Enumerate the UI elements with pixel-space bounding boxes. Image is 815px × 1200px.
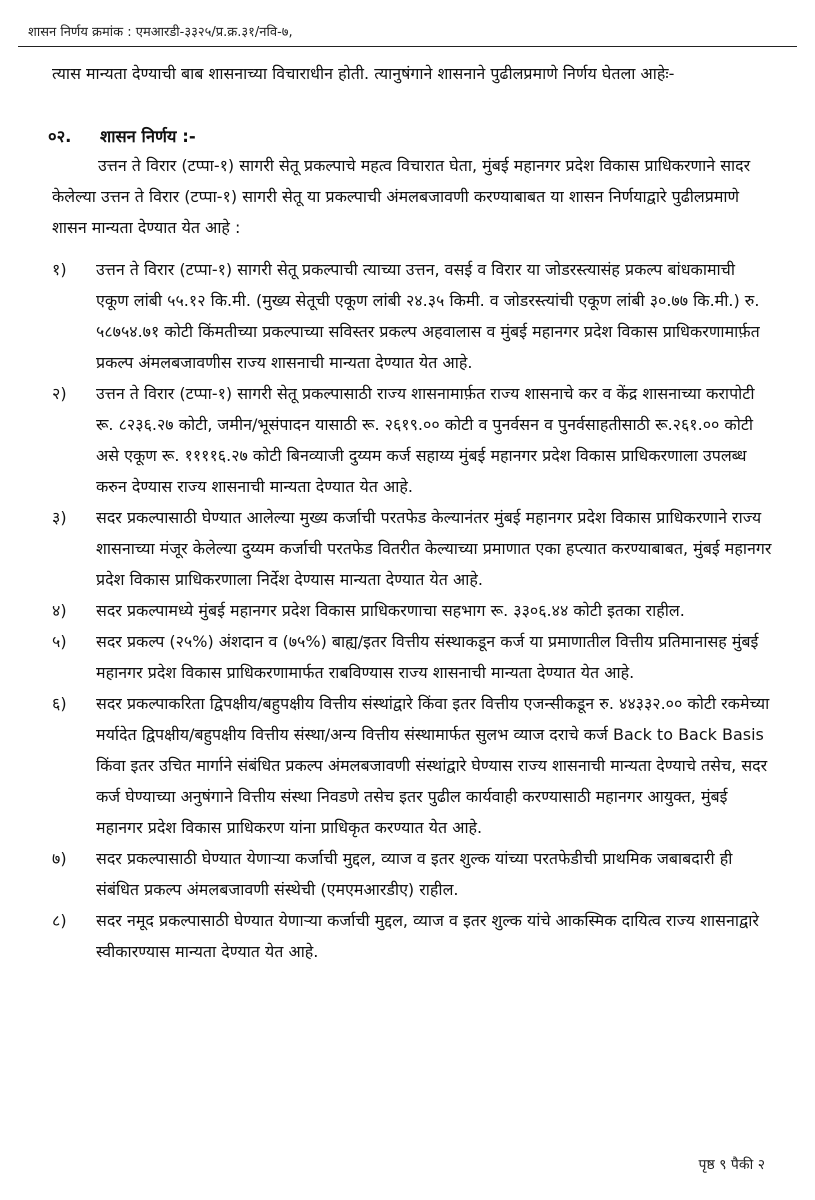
intro-text: त्यास मान्यता देण्याची बाब शासनाच्या विचाराधीन होती. त्यानुषंगाने शासनाने पुढीलप्रमाणे निर्णय घेतला आहेः- [52, 64, 675, 83]
item-number: ८) [52, 911, 67, 930]
list-item [52, 626, 772, 688]
item-number: २) [52, 384, 67, 403]
item-number: ६) [52, 694, 67, 713]
gr-reference-header: शासन निर्णय क्रमांक : एमआरडी-३३२५/प्र.क्र.३१/नवि-७, [28, 25, 293, 40]
item-text: सदर प्रकल्पासाठी घेण्यात येणाऱ्या कर्जाची मुद्दल, व्याज व इतर शुल्क यांच्या परतफेडीची प्राथमिक जबाबदारी ही संबंधित प्रकल्प अंमलबजावणी संस्थेची (एमएमआरडीए) राहील. [96, 849, 733, 899]
item-number: ७) [52, 849, 67, 868]
list-item [52, 595, 772, 626]
item-text: सदर नमूद प्रकल्पासाठी घेण्यात येणाऱ्या कर्जाची मुद्दल, व्याज व इतर शुल्क यांचे आकस्मिक दायित्व राज्य शासनाद्वारे स्वीकारण्यास मान्यता देण्यात येत आहे. [96, 911, 759, 961]
section-title: शासन निर्णय :- [100, 127, 196, 146]
decision-list [52, 254, 772, 967]
list-item [52, 905, 772, 967]
list-item [52, 254, 772, 378]
list-item [52, 378, 772, 502]
item-text: सदर प्रकल्पासाठी घेण्यात आलेल्या मुख्य कर्जाची परतफेड केल्यानंतर मुंबई महानगर प्रदेश विकास प्राधिकरणाने राज्य शासनाच्या मंजूर केलेल्या दुय्यम कर्जाची परतफेड वितरीत केल्याच्या प्रमाणात एका हप्त्यात करण्याबाबत, मुंबई महानगर प्रदेश विकास प्राधिकरणाला निर्देश देण्यास मान्यता देण्यात येत आहे. [96, 508, 772, 589]
list-item [52, 688, 772, 843]
body-paragraph: उत्तन ते विरार (टप्पा-१) सागरी सेतू प्रकल्पाचे महत्व विचारात घेता, मुंबई महानगर प्रदेश विकास प्राधिकरणाने सादर केलेल्या उत्तन ते विरार (टप्पा-१) सागरी सेतू या प्रकल्पाची अंमलबजावणी करण्याबाबत या शासन निर्णयाद्वारे पुढीलप्रमाणे शासन मान्यता देण्यात येत आहे : [52, 156, 751, 237]
list-item [52, 843, 772, 905]
item-text: उत्तन ते विरार (टप्पा-१) सागरी सेतू प्रकल्पाची त्याच्या उत्तन, वसई व विरार या जोडरस्त्यासंह प्रकल्प बांधकामाची एकूण लांबी ५५.१२ कि.मी. (मुख्य सेतूची एकूण लांबी २४.३५ किमी. व जोडरस्त्यांची एकूण लांबी ३०.७७ कि.मी.) रु. ५८७५४.७१ कोटी किंमतीच्या प्रकल्पाच्या सविस्तर प्रकल्प अहवालास व मुंबई महानगर प्रदेश विकास प्राधिकरणामार्फ़त प्रकल्प अंमलबजावणीस राज्य शासनाची मान्यता देण्यात येत आहे. [96, 260, 760, 372]
item-text: सदर प्रकल्प (२५%) अंशदान व (७५%) बाह्य/इतर वित्तीय संस्थाकडून कर्ज या प्रमाणातील वित्तीय प्रतिमानासह मुंबई महानगर प्रदेश विकास प्राधिकरणामार्फत राबविण्यास राज्य शासनाची मान्यता देण्यात येत आहे. [96, 632, 759, 682]
item-number: ३) [52, 508, 67, 527]
item-text: सदर प्रकल्पामध्ये मुंबई महानगर प्रदेश विकास प्राधिकरणाचा सहभाग रू. ३३०६.४४ कोटी इतका राहील. [96, 601, 685, 620]
section-heading [48, 124, 196, 147]
item-text: सदर प्रकल्पाकरिता द्विपक्षीय/बहुपक्षीय वित्तीय संस्थांद्वारे किंवा इतर वित्तीय एजन्सीकडून रु. ४४३३२.०० कोटी रकमेच्या मर्यादेत द्विपक्षीय/बहुपक्षीय वित्तीय संस्था/अन्य वित्तीय संस्थामार्फत सुलभ व्याज दराचे कर्ज Back to Back Basis किंवा इतर उचित मार्गाने संबंधित प्रकल्प अंमलबजावणी संस्थांद्वारे घेण्यास राज्य शासनाची मान्यता देण्याचे तसेच, सदर कर्ज घेण्याच्या अनुषंगाने वित्तीय संस्था निवडणे तसेच इतर पुढील कार्यवाही करण्यासाठी महानगर आयुक्त, मुंबई महानगर प्रदेश विकास प्राधिकरण यांना प्राधिकृत करण्यात येत आहे. [96, 694, 770, 837]
page-number: पृष्ठ ९ पैकी २ [698, 1157, 765, 1173]
item-text: उत्तन ते विरार (टप्पा-१) सागरी सेतू प्रकल्पासाठी राज्य शासनामार्फ़त राज्य शासनाचे कर व केंद्र शासनाच्या करापोटी रू. ८२३६.२७ कोटी, जमीन/भूसंपादन यासाठी रू. २६१९.०० कोटी व पुनर्वसन व पुनर्वसाहतीसाठी रू.२६१.०० कोटी असे एकूण रू. ११११६.२७ कोटी बिनव्याजी दुय्यम कर्ज सहाय्य मुंबई महानगर प्रदेश विकास प्राधिकरणाला उपलब्ध करुन देण्यास राज्य शासनाची मान्यता देण्यात येत आहे. [96, 384, 755, 496]
item-number: ४) [52, 601, 67, 620]
list-item [52, 502, 772, 595]
header-divider [18, 46, 797, 47]
section-number: ०२. [48, 127, 72, 146]
item-number: ५) [52, 632, 67, 651]
item-number: १) [52, 260, 67, 279]
